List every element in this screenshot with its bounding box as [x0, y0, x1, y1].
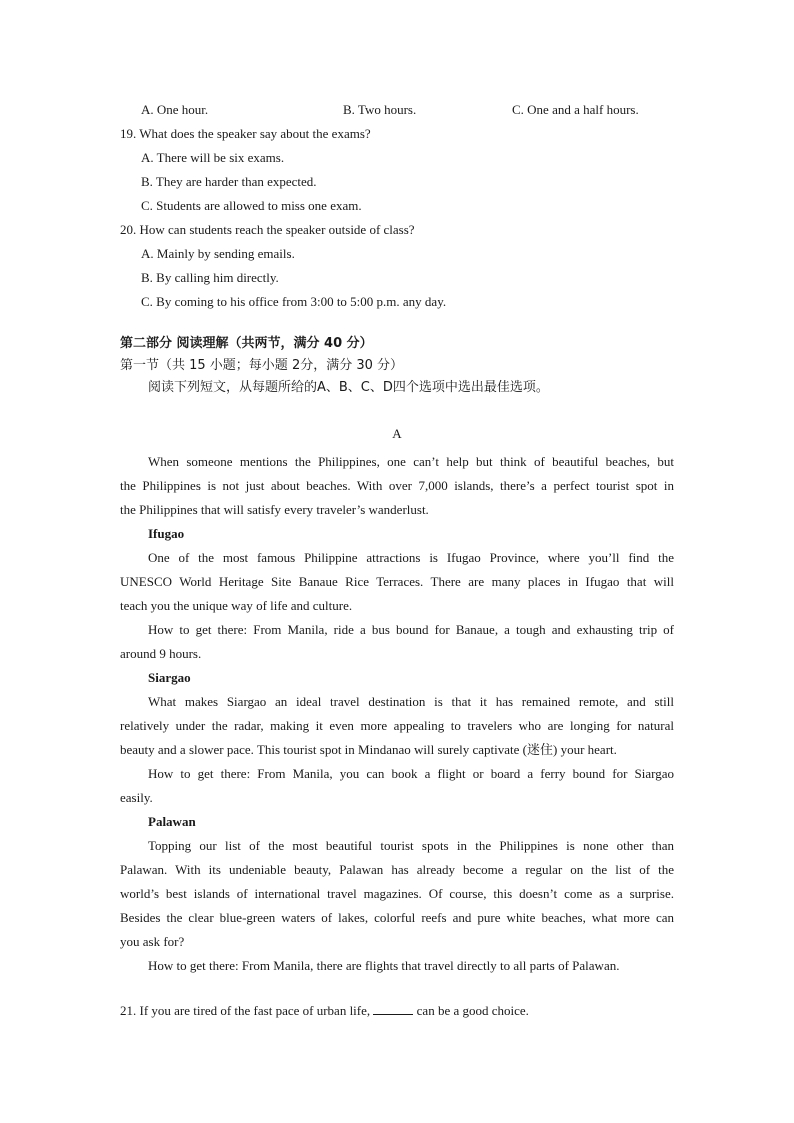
siargao-title: Siargao [148, 670, 191, 685]
intro-line-2: the Philippines is not just about beaches. With over 7,000 islands, there’s a perfect tourist spot in [120, 478, 674, 493]
q20-option-c: C. By coming to his office from 3:00 to 5:00 p.m. any day. [141, 294, 447, 309]
q21-answer-blank [373, 1001, 413, 1015]
q18-option-c: C. One and a half hours. [512, 102, 639, 117]
siargao-para1-line-1: What makes Siargao an ideal travel destination is that it has remained remote, and still [148, 694, 674, 709]
palawan-para1-line-5: you ask for? [120, 934, 185, 949]
siargao-para2-line-2: easily. [120, 790, 153, 805]
siargao-para1-line-2: relatively under the radar, making it even more appealing to travelers who are longing for natural [120, 718, 674, 733]
q18-option-b: B. Two hours. [343, 102, 417, 117]
ifugao-para2-line-2: around 9 hours. [120, 646, 202, 661]
palawan-para2-line-1: How to get there: From Manila, there are flights that travel directly to all parts of Palawan. [148, 958, 620, 973]
q21-stem-before: 21. If you are tired of the fast pace of urban life, [120, 1003, 371, 1018]
intro-line-3: the Philippines that will satisfy every traveler’s wanderlust. [120, 502, 429, 517]
q21-stem-after: can be a good choice. [416, 1003, 529, 1018]
q18-option-a: A. One hour. [141, 102, 209, 117]
q21-stem [120, 999, 674, 1023]
reading-instruction: 阅读下列短文，从每题所给的A、B、C、D四个选项中选出最佳选项。 [148, 380, 549, 395]
intro-line-1: When someone mentions the Philippines, one can’t help but think of beautiful beaches, but [148, 454, 674, 469]
ifugao-para2-line-1: How to get there: From Manila, ride a bus bound for Banaue, a tough and exhausting trip of [148, 622, 674, 637]
palawan-para1-line-2: Palawan. With its undeniable beauty, Palawan has already become a regular on the list of the [120, 862, 674, 877]
section1-heading: 第一节（共 15 小题；每小题 2分，满分 30 分） [120, 358, 404, 373]
palawan-para1-line-1: Topping our list of the most beautiful tourist spots in the Philippines is none other than [148, 838, 674, 853]
siargao-para2-line-1: How to get there: From Manila, you can book a flight or board a ferry bound for Siargao [148, 766, 674, 781]
q19-stem: 19. What does the speaker say about the exams? [120, 126, 371, 141]
q20-option-b: B. By calling him directly. [141, 270, 279, 285]
part2-heading: 第二部分 阅读理解（共两节，满分 40 分） [120, 336, 373, 351]
q19-option-b: B. They are harder than expected. [141, 174, 317, 189]
passage-label: A [392, 426, 402, 441]
palawan-para1-line-3: world’s best islands of international travel magazines. Of course, this doesn’t come as a surprise. [120, 886, 674, 901]
ifugao-para1-line-3: teach you the unique way of life and culture. [120, 598, 353, 613]
q19-option-a: A. There will be six exams. [141, 150, 285, 165]
q19-option-c: C. Students are allowed to miss one exam. [141, 198, 362, 213]
ifugao-title: Ifugao [148, 526, 185, 541]
ifugao-para1-line-2: UNESCO World Heritage Site Banaue Rice Terraces. There are many places in Ifugao that will [120, 574, 674, 589]
q20-stem: 20. How can students reach the speaker outside of class? [120, 222, 415, 237]
ifugao-para1-line-1: One of the most famous Philippine attractions is Ifugao Province, where you’ll find the [148, 550, 674, 565]
q20-option-a: A. Mainly by sending emails. [141, 246, 295, 261]
palawan-title: Palawan [148, 814, 196, 829]
siargao-para1-line-3: beauty and a slower pace. This tourist spot in Mindanao will surely captivate (迷住) your heart. [120, 742, 617, 757]
palawan-para1-line-4: Besides the clear blue-green waters of lakes, colorful reefs and pure white beaches, what more can [120, 910, 674, 925]
